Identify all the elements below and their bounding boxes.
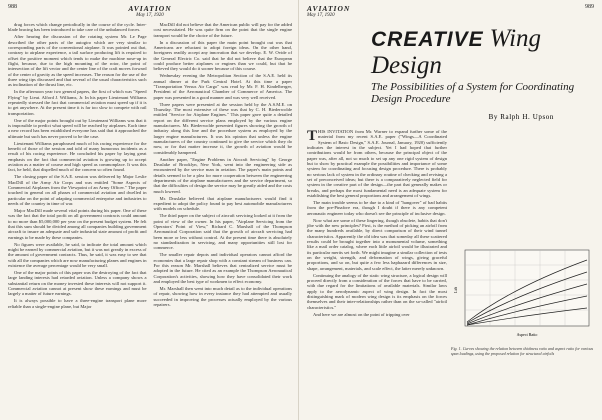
paragraph: drag forces which change periodically in the course of the cycle. Inter-blade bracing has been introduced to take care of the unbalanced forces. (8, 22, 147, 33)
paragraph: The closing paper of the S.A.E. session was delivered by Major Leslie MacDill of the Army Air Corps and was entitled "Some Aspects of Commercial Airplanes from the Viewpoint of an Army Officer." The paper touched in general on all phases of commercial aviation and dwelled in particular on the point of adapting commercial enterprise and industries to needs of the country in time of war. (8, 174, 147, 206)
paragraph: The third paper on the subject of aircraft servicing looked at it from the point of view of the owner. In his paper, "Airplane Servicing from the Operators' Point of View," Richard C. Marshall of the Thompson Aeronautical Corporation said that the growth of aircraft servicing had been more or less without control. At the present time there is absolutely no standardization in servicing, and many opportunities still lost for commerce. (153, 213, 292, 251)
article-title-word-2: Wing Design (371, 25, 542, 79)
paragraph: In a discussion of this paper the main point brought out was that Americans are reluctant to adopt foreign ideas. On the other hand, foreigners readily accept any innovation that we develop. E. W. Ovide of the General Electric Co. said that he did not believe that the European could produce better airplanes or engines than we could, but that he believed they would do it sooner because of this course. (153, 39, 292, 72)
paragraph: Lieutenant Williams paraphrased much of his racing experience for the benefit of those of the session and told of many humorous incidents as a result of his racing experience. He concluded his paper by laying great emphasis on the fact that commercial aviation is growing up to accept aviation as a matter of course and high speed as commonplace. It was this fact, he held, that dispelled much of the concern so often found. (8, 140, 147, 173)
left-masthead (128, 4, 171, 18)
paragraph: Mr. Marshall then went into much detail as to the individual operations of repair, showing how in every instance they had attempted and usually succeeded in improving the processes actually employed by the various repairers. (153, 285, 292, 307)
figure-x-label: Aspect Ratio (516, 332, 538, 337)
article-heading (307, 26, 594, 105)
right-page-number: 989 (585, 4, 594, 10)
article-byline: By Ralph H. Upson (488, 113, 554, 121)
paragraph: One of the major points of this paper was the destroying of the fact that large landing interests had retarded aviation. Unless a company shows a substantial return on the money invested these interests will not support it. Commercial aviation cannot at present show these earnings and must be largely a matter of future earnings. (8, 269, 147, 297)
paragraph: The smaller repair depots and individual operators cannot afford the economies that a large repair shop with a constant stream of business can. For this reason Mr. Marshall believes that centralized service must be adopted in the future. He cited as an example the Thompson Aeronautical Corporation's activities, showing how they have consolidated their work and employed the best type of workmen to effect economy. (153, 252, 292, 284)
paragraph: In the afternoon year two general papers, the first of which was "Speed Flying" by Lieut. Alford J. Williams, Jr. In his paper Lieutenant Williams repeatedly stressed the fact that commercial aviation must speed up if it is to get anywhere. At the present time it is far too slow to compete with rail transportation. (8, 89, 147, 116)
left-page (0, 0, 299, 420)
left-page-number: 988 (8, 4, 17, 10)
paragraph: One of the major points brought out by Lieutenant Williams was that it is impossible to predict what speed will be reached by airplanes. Each time a new record has been established everyone has said that it approached the ultimate but such has never proved to be the case. (8, 117, 147, 139)
paragraph: Mr. Druslake believed that airplane manufacturers would find it expedient to adopt the policy found to pay best automobile manufacturers with models on schedule. (153, 195, 292, 212)
right-page (299, 0, 602, 420)
figure-1-chart (451, 248, 593, 340)
figure-caption: Fig. 1. Curves showing the relation between thickness ratio and aspect ratio for various span loadings, using the proposed relation for structural airfoils (451, 346, 593, 356)
article-title (371, 26, 594, 79)
article-title-word-1: CREATIVE (371, 28, 484, 51)
paragraph: Continuing the analogy of the static wing structure, a logical design will proceed directly from a consideration of the forces that have to be carried, with due regard for the limitations of available materials. Similar laws apply to the aerodynamic aspect of wing design. In fact the most distinguishing mark of modern wing design is its emphasis on the forces themselves and their inter-relationships rather than on the so-called "airfoil characteristics." (307, 272, 447, 310)
drop-cap: T (307, 128, 318, 144)
paragraph: MacDill did not believe that the American public will pay for the added cost necessitated. He was quite firm on the point that the single engine transport would be the choice of the future. (153, 22, 292, 38)
paragraph: It is always possible to have a three-engine transport plane more reliable than a single-engine plane, but Major (8, 298, 147, 309)
paragraph: Wednesday evening the Metropolitan Section of the S.A.E. held its annual dinner at the Park Central Hotel. At this time a paper "Transportation Versus Air Cargo" was read by Mr. F. H. Kindelberger, President of the Aeronautical Chamber of Commerce of America. The paper was presented in a good manner and was very well received. (153, 73, 292, 100)
left-column-2 (154, 22, 293, 310)
masthead-date: May 17, 1920 (307, 13, 335, 18)
right-page-header (307, 4, 594, 22)
right-column-1 (307, 129, 447, 319)
paragraph: Another paper, "Engine Problems in Aircraft Servicing" by George Druslake of Brooklyn, New York, went into the engineering side as encountered by the service man in aviation. The paper's main points and details seemed to be a plea for more cooperation between the engineering departments of the airplane manufacturers and the service department, so that the difficulties of design the service may be greatly aided and the costs much lowered. (153, 156, 292, 194)
masthead-name: AVIATION (307, 4, 351, 13)
article-subtitle: The Possibilities of a System for Coordinating Design Procedure (371, 81, 575, 105)
figure-frame (465, 250, 589, 326)
paragraph: HIS INVITATION from Mr. Warner to expand further some of the material from my recent S.A.E. paper ("Wings—A Coordinated System of Basic Design," S.A.E. Journal, January, 1920) sufficiently indicates the interest in the subject. Yet I had hoped that further contributions would be from others, because the principal object of the paper was, after all, not so much to set up any one rigid system of design but to show by practical example the possibilities and importance of some system for coordinating and focusing design procedure. There is probably no serious lack of system in the ordinary routine of checking and revising a set of preconceived ideas; but there is a comparatively neglected field for system in the creative part of the design—the part that generally makes or breaks, and perhaps the most fundamental need is an adequate system for establishing the best general proportions and arrangement of wings. (307, 129, 447, 199)
left-page-header (8, 4, 292, 22)
paragraph: Now what are some of these lingering, though obsolete, habits that don't jibe with the new principles? First, is the method of picking an airfoil from the many hundreds available, by direct comparison of their wind tunnel characteristics. Apparently the old idea was that someday all these scattered results could be brought together into a monumental volume, something like a mail order catalog, where each little airfoil would be illustrated and its particular merits set forth. We might imagine a similar collection of tests on the weight, strength, and deformation of wings, giving graceful proportions, and so on, but quite a few less haphazard differences in size, shape, arrangement, materials, and scale effect, the latter merely unknown. (307, 217, 447, 271)
paragraph: No figures were available, he said, to indicate the total amount which might be earned by commercial aviation, but it was not greatly in excess of the amount of government contracts. Thus, he said, it was easy to see that with all the companies which are now manufacturing planes and engines in existence the average percentage would be very small. (8, 241, 147, 268)
masthead-date: May 17, 1920 (136, 13, 164, 18)
paragraph: After hearing the discussion of the rotating system Mr. Le Page described the other parts of the autogiro which are very similar to corresponding parts of the conventional airplane. It was pointed out that, contrary to airplane experience, a tail surface producing lift is required to offset the positive moment which tends to make the machine nose-up in flight, because, due to the high mounting of the rotor, the point of intersection of the lift vector and the center line of the craft moves forward of the center of gravity as the speed increases. The reason for the use of the three wing tips discussed and that several of the usual characteristics such as inclination of the thrust line, etc. (8, 34, 147, 88)
left-columns (8, 22, 292, 310)
paragraph: Three papers were presented at the session held by the A.S.M.E. on Thursday. The most extensive of these was that by C. H. Biederwolde entitled "Service for Airplane Engines." This paper gave quite a detailed report on the different service plans employed by the various engine manufacturers. Mr. Biederwolde presented figures showing the growth of industry along this line and the procedure system as employed by the larger engine manufacturers. It was his opinion that unless the engine manufacturers of the country continued to give the service which they do now, or for that matter increase it, the growth of aviation would be considerably hampered. (153, 101, 292, 155)
figure-y-label: Lift (453, 287, 458, 293)
figure-1 (451, 248, 593, 366)
paragraph: And here we are almost on the point of tripping over (313, 311, 410, 317)
paragraph: The main trouble seems to be due to a kind of "hangover" of bad habits from the pre-Pinafore era, though I doubt if there is any competent aeronautic engineer today who doesn't see the principle of inclusive design. (307, 200, 447, 216)
right-masthead (307, 4, 350, 18)
masthead-name: AVIATION (128, 4, 172, 13)
left-column-1 (8, 22, 147, 310)
paragraph: Major MacDill made several vital points during his paper. One of these was the fact that the total profit on all government contracts could amount to no more than $5,000,000 per year on the present budget system. He felt that this sum should be divided among all companies building government aircraft to insure an adequate and safe industrial state amount of profit and earnings to be made by these companies. (8, 207, 147, 240)
